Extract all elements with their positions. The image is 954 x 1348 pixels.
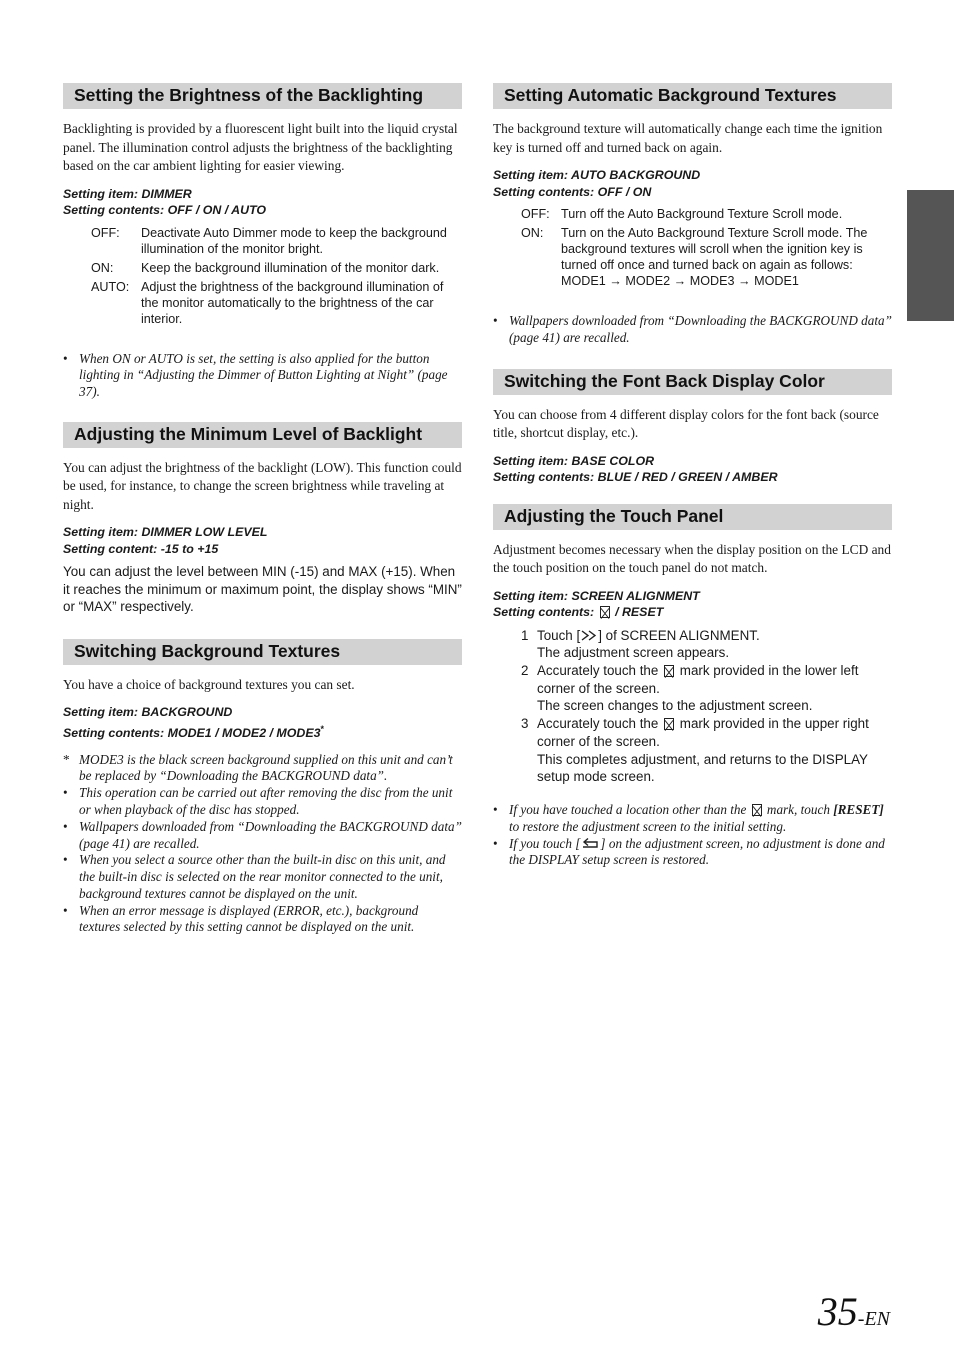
setting-contents: Setting contents: OFF / ON — [493, 184, 652, 199]
reset-label: [RESET] — [833, 801, 884, 817]
setting-block — [63, 186, 462, 219]
page-number-value: 35 — [817, 1289, 858, 1334]
step-list — [493, 627, 892, 786]
section-title: Switching the Font Back Display Color — [493, 369, 892, 395]
option-desc: Turn off the Auto Background Texture Scroll mode. — [561, 207, 843, 221]
step-1 — [493, 627, 892, 662]
step-text — [537, 662, 892, 715]
step-text-b: ] of SCREEN ALIGNMENT. — [598, 627, 760, 643]
note-bullet: * — [63, 751, 70, 767]
intro-paragraph: You can adjust the brightness of the backlight (LOW). This function could be used, for instance, to change the screen brightness while traveling at night. — [63, 459, 462, 512]
note-text: When an error message is displayed (ERROR, etc.), background textures selected by this setting cannot be displayed on the unit. — [79, 902, 419, 935]
section-title: Setting Automatic Background Textures — [493, 83, 892, 109]
note-item — [63, 752, 462, 786]
body-paragraph: You can adjust the level between MIN (-15) and MAX (+15). When it reaches the minimum or maximum point, the display shows “MIN” or “MAX” respectively. — [63, 564, 462, 615]
return-arrow-icon — [580, 837, 600, 849]
option-desc: Keep the background illumination of the monitor dark. — [141, 260, 440, 275]
chapter-tab — [907, 190, 954, 321]
note-text: Wallpapers downloaded from “Downloading the BACKGROUND data” (page 41) are recalled. — [79, 818, 462, 851]
intro-paragraph: You can choose from 4 different display colors for the font back (source title, shortcut display, etc.). — [493, 406, 879, 441]
option-key: ON: — [521, 226, 544, 240]
setting-block — [493, 453, 892, 486]
option-desc — [561, 225, 892, 289]
option-key: OFF: — [91, 225, 120, 240]
section-title: Setting the Brightness of the Backlighting — [63, 83, 462, 109]
setting-item: Setting item: DIMMER — [63, 186, 192, 201]
page-number — [818, 1288, 890, 1335]
option-key: OFF: — [521, 207, 550, 221]
section-title: Switching Background Textures — [63, 639, 462, 665]
setting-item: Setting item: DIMMER LOW LEVEL — [63, 525, 268, 540]
step-text-b: mark provided in the upper right corner of the screen. — [537, 716, 869, 749]
notes-list — [63, 351, 462, 401]
setting-contents: Setting contents: MODE1 / MODE2 / MODE3 — [63, 726, 321, 741]
note-item: • If you touch [ ] on the adjustment screen, no adjustment is done and the DISPLAY setup screen is restored. — [493, 835, 885, 868]
setting-contents: Setting contents: BLUE / RED / GREEN / AMBER — [493, 470, 778, 485]
mode-sequence: MODE1 → MODE2 → MODE3 → MODE1 — [561, 274, 799, 288]
note-text-d: to restore the adjustment screen to the initial setting. — [509, 818, 787, 834]
note-text-b: ] on the adjustment screen, no adjustment is done and the DISPLAY setup screen is restored. — [509, 835, 885, 868]
option-auto — [63, 279, 462, 327]
note-item — [63, 903, 462, 937]
step-number: 1 — [521, 627, 529, 643]
option-off — [63, 225, 462, 257]
setting-item: Setting item: BACKGROUND — [63, 705, 233, 720]
note-item — [63, 819, 462, 853]
option-desc: Deactivate Auto Dimmer mode to keep the background illumination of the monitor bright. — [141, 225, 447, 256]
step-text — [537, 627, 892, 662]
note-text-a: If you have touched a location other than the — [509, 801, 747, 817]
note-text: This operation can be carried out after removing the disc from the unit or when playback of the disc has stopped. — [79, 785, 453, 817]
step-text-b: mark provided in the lower left corner of the screen. — [537, 663, 859, 696]
notes-list — [493, 313, 892, 347]
option-on — [493, 225, 892, 289]
intro-paragraph: Backlighting is provided by a fluorescent light built into the liquid crystal panel. The illumination control adjusts the brightness of the backlighting based on the car ambient lighting for easier viewing. — [63, 121, 458, 173]
note-item: • When ON or AUTO is set, the setting is also applied for the button lighting in “Adjusting the Dimmer of Button Lighting at Night” (page 37). — [63, 350, 448, 400]
setting-block — [63, 524, 462, 557]
double-chevron-icon — [580, 630, 598, 641]
setting-block — [493, 588, 892, 621]
step-text-c: The screen changes to the adjustment screen. — [537, 698, 813, 714]
step-number: 3 — [521, 716, 529, 732]
intro-paragraph: The background texture will automatically change each time the ignition key is turned off and turned back on again. — [493, 121, 883, 155]
note-bullet: • — [63, 785, 68, 801]
setting-item: Setting item: AUTO BACKGROUND — [493, 168, 701, 182]
note-text-b: mark, touch — [766, 801, 830, 817]
notes-list — [493, 802, 892, 869]
setting-contents: Setting contents: OFF / ON / AUTO — [63, 203, 267, 217]
step-3 — [493, 715, 892, 786]
notes-list — [63, 752, 462, 937]
setting-contents-line — [63, 721, 462, 742]
option-desc: Adjust the brightness of the background illumination of the monitor automatically to the brightness of the car interior. — [141, 279, 444, 326]
option-off — [493, 206, 892, 222]
setting-contents-label: Setting contents: — [493, 605, 598, 620]
option-key: ON: — [91, 260, 114, 275]
note-text: Wallpapers downloaded from “Downloading the BACKGROUND data” (page 41) are recalled. — [509, 313, 892, 345]
setting-block — [63, 704, 462, 741]
note-item — [63, 785, 462, 819]
step-text-c: This completes adjustment, and returns to the DISPLAY setup mode screen. — [537, 751, 868, 785]
section-title: Adjusting the Touch Panel — [493, 504, 892, 530]
option-on — [63, 260, 462, 276]
step-text-a: Accurately touch the — [537, 663, 659, 678]
step-text — [537, 715, 892, 786]
x-box-icon — [600, 606, 610, 618]
note-bullet: • — [63, 852, 68, 868]
step-text-c: The adjustment screen appears. — [537, 645, 730, 661]
section-auto-bg — [493, 83, 892, 369]
footnote-mark: * — [320, 723, 324, 734]
setting-contents-reset: / RESET — [611, 605, 664, 620]
setting-item: Setting item: SCREEN ALIGNMENT — [493, 588, 700, 603]
section-font-back — [493, 369, 892, 504]
note-item — [63, 852, 462, 902]
note-text: When ON or AUTO is set, the setting is also applied for the button lighting in “Adjusting the Dimmer of Button Lighting at Night” (page 37). — [79, 350, 448, 400]
option-list — [493, 206, 892, 289]
step-text-a: Accurately touch the — [537, 716, 659, 732]
section-brightness — [63, 83, 462, 422]
setting-item: Setting item: BASE COLOR — [493, 453, 655, 468]
section-touch-panel — [493, 504, 892, 870]
section-bg-textures — [63, 639, 462, 936]
step-number: 2 — [521, 663, 529, 678]
section-min-level — [63, 422, 462, 639]
page-number-suffix: -EN — [857, 1308, 890, 1330]
note-bullet: • — [63, 902, 68, 918]
intro-paragraph: Adjustment becomes necessary when the display position on the LCD and the touch position on the touch panel do not match. — [493, 541, 891, 576]
setting-contents-line — [493, 604, 892, 621]
note-item: • If you have touched a location other than the mark, touch [RESET] to restore the adjustment screen to the initial setting. — [493, 801, 884, 834]
option-key: AUTO: — [91, 279, 130, 294]
note-item: • Wallpapers downloaded from “Downloading the BACKGROUND data” (page 41) are recalled. — [493, 313, 892, 345]
note-text: MODE3 is the black screen background supplied on this unit and can’t be replaced by “Downloading the BACKGROUND data”. — [79, 751, 453, 784]
setting-contents: Setting content: -15 to +15 — [63, 541, 219, 556]
x-box-icon — [664, 718, 674, 730]
section-title: Adjusting the Minimum Level of Backlight — [63, 422, 462, 448]
option-desc-text: Turn on the Auto Background Texture Scroll mode. The background textures will scroll when the ignition key is turned off once and turned back on again as follows: — [561, 226, 868, 272]
x-box-icon — [752, 804, 762, 816]
note-text: When you select a source other than the built-in disc on this unit, and the built-in disc is selected on the rear monitor connected to the unit, background textures cannot be displayed on the unit. — [79, 852, 446, 901]
left-column — [63, 83, 462, 936]
note-bullet: • — [63, 818, 68, 834]
note-text-a: If you touch [ — [509, 835, 581, 851]
option-list — [63, 225, 462, 327]
x-box-icon — [664, 665, 674, 677]
intro-paragraph: You have a choice of background textures you can set. — [63, 676, 355, 692]
step-text-a: Touch [ — [537, 627, 581, 643]
setting-block — [493, 167, 892, 200]
step-2 — [493, 662, 892, 715]
right-column — [493, 83, 892, 869]
